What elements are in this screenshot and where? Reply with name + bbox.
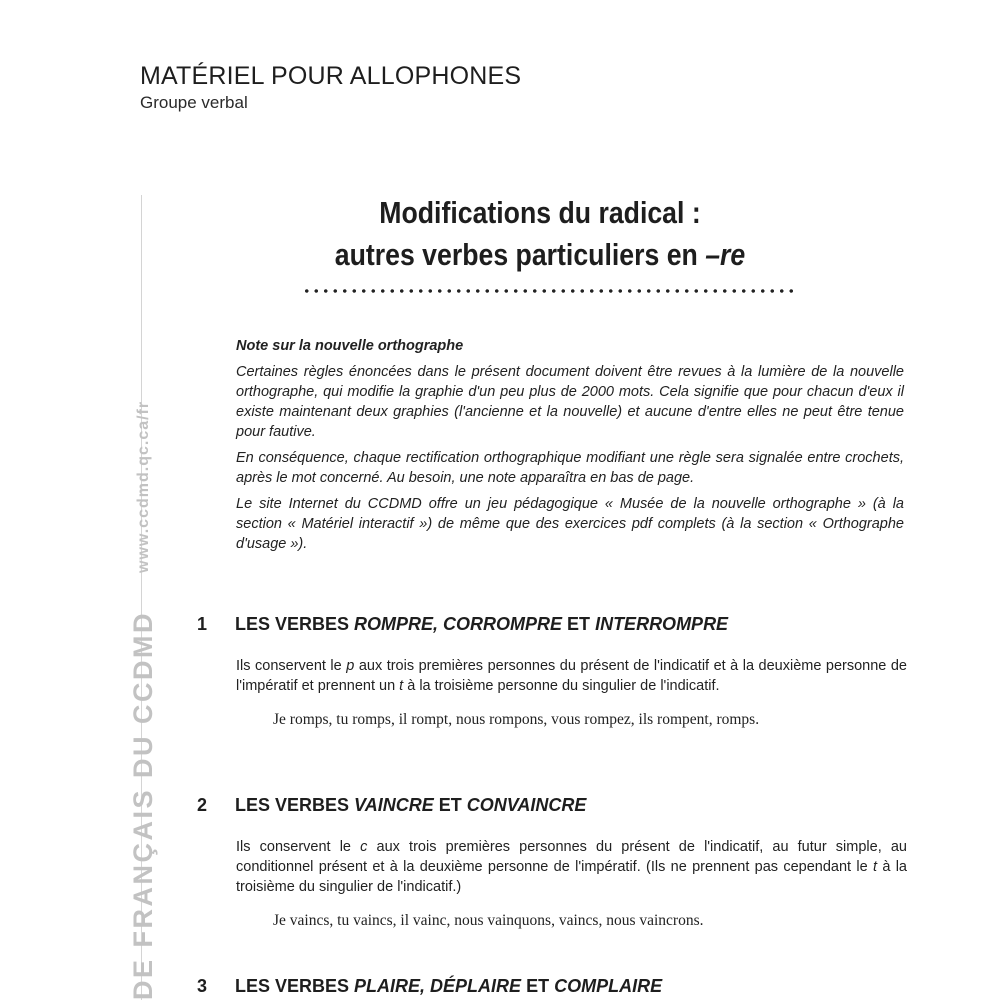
sidebar-url: www.ccdmd.qc.ca/fr (135, 400, 152, 573)
title-line-2-suffix: –re (705, 237, 746, 272)
section-number: 3 (197, 976, 208, 996)
title-line-1: Modifications du radical : (379, 195, 701, 230)
section-2 (197, 793, 907, 931)
section-heading: 2 LES VERBES VAINCRE ET CONVAINCRE (197, 795, 587, 815)
note-heading: Note sur la nouvelle orthographe (236, 338, 464, 354)
section-body: Ils conservent le c aux trois premières personnes du présent de l'indicatif, au futur simple, au conditionnel présent et à la deuxième personne de l'impératif. (Ils ne prennent pas cependant le t à la troisième du singulier de l'indicatif.) (236, 839, 907, 895)
section-heading: 1 LES VERBES ROMPRE, CORROMPRE ET INTERROMPRE (197, 614, 729, 634)
document-header (140, 60, 521, 114)
section-1 (197, 612, 907, 730)
sidebar-vertical-text (128, 401, 159, 1000)
section-3 (197, 974, 907, 998)
dotted-separator (302, 288, 796, 294)
header-title: MATÉRIEL POUR ALLOPHONES (140, 62, 522, 90)
title-line-2 (196, 234, 884, 276)
conjugation-example: Je vaincs, tu vaincs, il vainc, nous vainquons, vaincs, nous vaincrons. (273, 912, 704, 929)
note-paragraph-1: Certaines règles énoncées dans le présent document doivent être revues à la lumière de la nouvelle orthographe, qui modifie la graphie d'un peu plus de 2000 mots. Cela signifie que pour chacun d'eux il existe maintenant deux graphies (l'ancienne et la nouvelle) et aucune d'entre elles ne peut être tenue pour fautive. (236, 364, 904, 440)
orthography-note (236, 336, 904, 560)
section-heading: 3 LES VERBES PLAIRE, DÉPLAIRE ET COMPLAIRE (197, 976, 663, 996)
header-subtitle: Groupe verbal (140, 93, 248, 112)
section-number: 2 (197, 795, 208, 815)
sidebar-publisher: DE FRANÇAIS DU CCDMD (128, 611, 158, 1000)
note-paragraph-2: En conséquence, chaque rectification orthographique modifiant une règle sera signalée entre crochets, après le mot concerné. Au besoin, une note apparaîtra en bas de page. (236, 450, 904, 486)
section-body: Ils conservent le p aux trois premières personnes du présent de l'indicatif et à la deuxième personne de l'impératif et prennent un t à la troisième personne du singulier de l'indicatif. (236, 658, 907, 694)
title-line-2-text: autres verbes particuliers en (334, 237, 706, 272)
page-title (140, 192, 940, 276)
note-paragraph-3: Le site Internet du CCDMD offre un jeu pédagogique « Musée de la nouvelle orthographe » (à la section « Matériel interactif ») de même que des exercices pdf complets (à la section « Orthographe d'usage »). (236, 496, 904, 552)
conjugation-example: Je romps, tu romps, il rompt, nous rompons, vous rompez, ils rompent, romps. (273, 711, 760, 728)
section-number: 1 (197, 614, 208, 634)
